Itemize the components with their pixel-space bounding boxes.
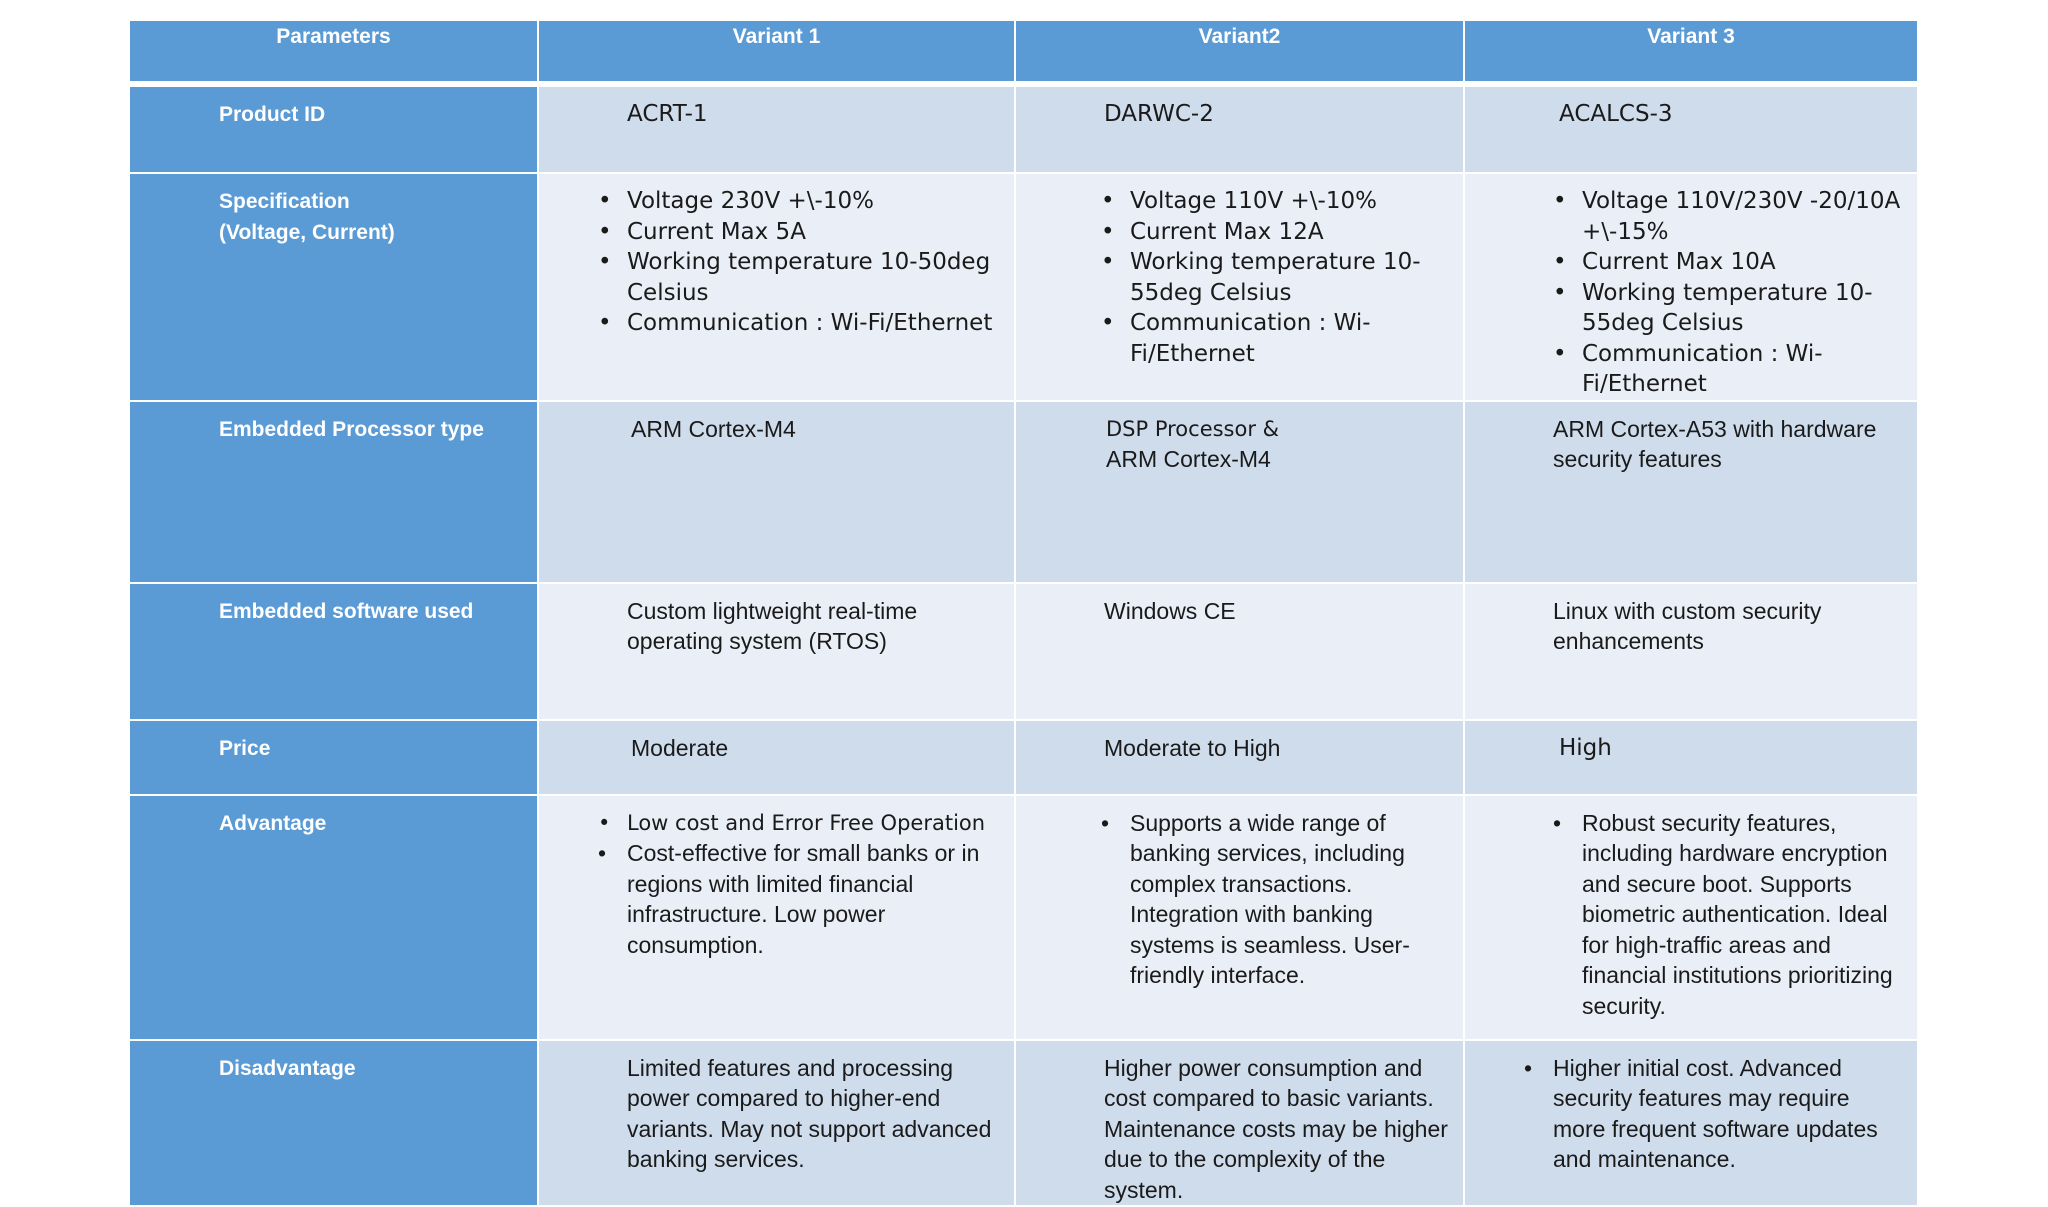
disadvantage-variant-2: Higher power consumption and cost compared to basic variants. Maintenance costs may be higher due to the complexity of the system. (1015, 1040, 1464, 1207)
software-variant-2: Windows CE (1015, 583, 1464, 720)
param-specification-line1: Specification (219, 190, 350, 213)
param-price: Price (129, 720, 538, 795)
disadvantage-variant-3 (1464, 1040, 1918, 1207)
row-software (129, 583, 1918, 720)
advantage-variant-2 (1015, 795, 1464, 1040)
price-variant-3: High (1464, 720, 1918, 795)
param-specification-line2: (Voltage, Current) (219, 221, 395, 244)
list-item: • Robust security features, including hardware encryption and secure boot. Supports biometric authentication. Ideal for high-traffic areas and financial institutions prioritizing security. (1553, 808, 1907, 1022)
spec-list-variant-1 (598, 186, 1004, 339)
list-item: • Voltage 110V/230V -20/10A +\-15% (1553, 186, 1907, 247)
row-specification (129, 173, 1918, 401)
list-item: • Voltage 230V +\-10% (598, 186, 1004, 217)
list-item: • Working temperature 10-50deg Celsius (598, 247, 1004, 308)
advantage-list-variant-3 (1553, 808, 1907, 1022)
price-variant-2: Moderate to High (1015, 720, 1464, 795)
list-item: • Communication : Wi-Fi/Ethernet (1101, 308, 1453, 369)
list-item: • Current Max 5A (598, 217, 1004, 248)
processor-variant-2-line2: ARM Cortex-M4 (1106, 446, 1271, 472)
header-variant-1: Variant 1 (538, 20, 1015, 84)
advantage-list-variant-2 (1101, 808, 1453, 991)
advantage-variant-1 (538, 795, 1015, 1040)
param-product-id: Product ID (129, 84, 538, 173)
price-variant-1: Moderate (538, 720, 1015, 795)
list-item: • Higher initial cost. Advanced security features may require more frequent software updates and maintenance. (1524, 1053, 1907, 1175)
product-id-variant-2: DARWC-2 (1015, 84, 1464, 173)
param-advantage: Advantage (129, 795, 538, 1040)
list-item: • Communication : Wi-Fi/Ethernet (598, 308, 1004, 339)
processor-variant-2-line1: DSP Processor & (1106, 416, 1280, 441)
list-item: • Working temperature 10-55deg Celsius (1553, 278, 1907, 339)
product-id-variant-3: ACALCS-3 (1464, 84, 1918, 173)
specification-variant-3 (1464, 173, 1918, 401)
list-item: • Cost-effective for small banks or in regions with limited financial infrastructure. Low power consumption. (598, 838, 1004, 960)
list-item: • Voltage 110V +\-10% (1101, 186, 1453, 217)
processor-variant-3: ARM Cortex-A53 with hardware security features (1464, 401, 1918, 583)
spec-list-variant-3 (1553, 186, 1907, 400)
row-product-id (129, 84, 1918, 173)
row-processor (129, 401, 1918, 583)
advantage-variant-3 (1464, 795, 1918, 1040)
spec-list-variant-2 (1101, 186, 1453, 369)
row-price (129, 720, 1918, 795)
advantage-list-variant-1 (598, 808, 1004, 961)
list-item: • Supports a wide range of banking services, including complex transactions. Integration with banking systems is seamless. User-friendly interface. (1101, 808, 1453, 991)
software-variant-1: Custom lightweight real-time operating system (RTOS) (538, 583, 1015, 720)
list-item: • Low cost and Error Free Operation (598, 808, 1004, 839)
list-item: • Current Max 12A (1101, 217, 1453, 248)
software-variant-3: Linux with custom security enhancements (1464, 583, 1918, 720)
row-advantage (129, 795, 1918, 1040)
processor-variant-2 (1015, 401, 1464, 583)
specification-variant-2 (1015, 173, 1464, 401)
processor-variant-1: ARM Cortex-M4 (538, 401, 1015, 583)
param-processor: Embedded Processor type (129, 401, 538, 583)
comparison-table (128, 19, 1919, 1207)
header-variant-3: Variant 3 (1464, 20, 1918, 84)
disadvantage-list-variant-3 (1524, 1053, 1907, 1175)
specification-variant-1 (538, 173, 1015, 401)
param-specification (129, 173, 538, 401)
header-variant-2: Variant2 (1015, 20, 1464, 84)
list-item: • Communication : Wi-Fi/Ethernet (1553, 339, 1907, 400)
row-disadvantage (129, 1040, 1918, 1207)
header-parameters: Parameters (129, 20, 538, 84)
list-item: • Current Max 10A (1553, 247, 1907, 278)
product-id-variant-1: ACRT-1 (538, 84, 1015, 173)
disadvantage-variant-1: Limited features and processing power compared to higher-end variants. May not support advanced banking services. (538, 1040, 1015, 1207)
list-item: • Working temperature 10-55deg Celsius (1101, 247, 1453, 308)
param-disadvantage: Disadvantage (129, 1040, 538, 1207)
header-row (129, 20, 1918, 84)
param-software: Embedded software used (129, 583, 538, 720)
